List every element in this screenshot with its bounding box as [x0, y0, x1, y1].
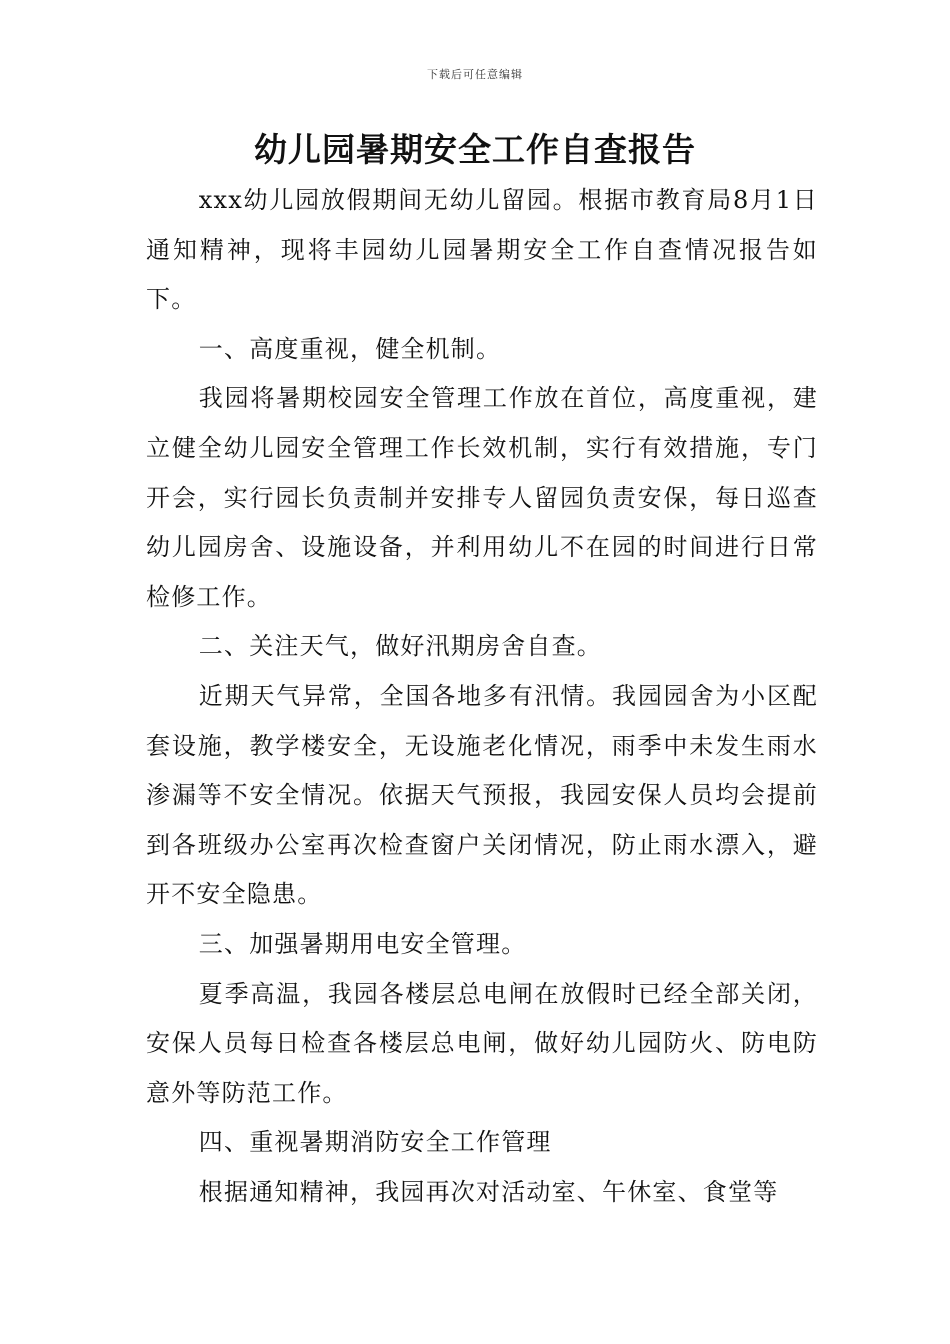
section-heading-1: 一、高度重视，健全机制。	[198, 334, 502, 363]
paragraph-section-1: 我园将暑期校园安全管理工作放在首位，高度重视，建立健全幼儿园安全管理工作长效机制，实行有效措施，专门开会，实行园长负责制并安排专人留园负责安保，每日巡查幼儿园房舍、设施设备，并利用幼儿不在园的时间进行日常检修工作。	[146, 384, 818, 611]
paragraph-section-4: 根据通知精神，我园再次对活动室、午休室、食堂等	[198, 1177, 779, 1206]
section-heading-4: 四、重视暑期消防安全工作管理	[198, 1128, 552, 1157]
paragraph-section-3: 夏季高温，我园各楼层总电闸在放假时已经全部关闭，安保人员每日检查各楼层总电闸，做好幼儿园防火、防电防意外等防范工作。	[146, 979, 818, 1107]
paragraph-section-2: 近期天气异常，全国各地多有汛情。我园园舍为小区配套设施，教学楼安全，无设施老化情况，雨季中未发生雨水渗漏等不安全情况。依据天气预报，我园安保人员均会提前到各班级办公室再次检查窗户关闭情况，防止雨水漂入，避开不安全隐患。	[146, 681, 818, 909]
document-title: 幼儿园暑期安全工作自查报告	[254, 130, 696, 169]
paragraph-intro: xxx幼儿园放假期间无幼儿留园。根据市教育局8月1日通知精神，现将丰园幼儿园暑期安全工作自查情况报告如下。	[146, 186, 818, 314]
section-heading-2: 二、关注天气，做好汛期房舍自查。	[198, 632, 602, 661]
header-note: 下载后可任意编辑	[427, 68, 523, 81]
document-body	[146, 176, 818, 1217]
section-heading-3: 三、加强暑期用电安全管理。	[198, 929, 527, 958]
